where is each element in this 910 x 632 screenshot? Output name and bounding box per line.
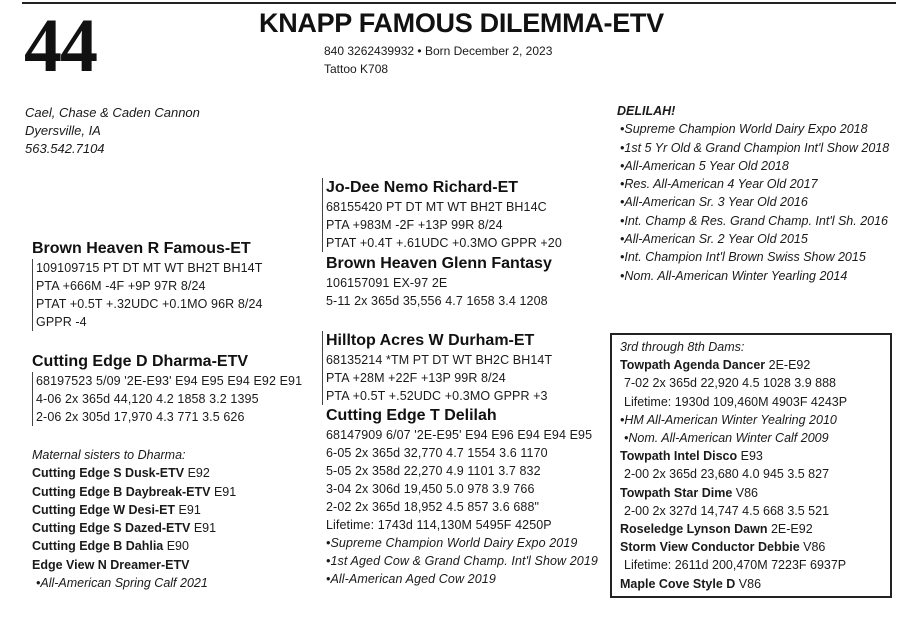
dam-dam-honor: •1st Aged Cow & Grand Champ. Int'l Show 2019 (326, 554, 598, 568)
owner-city: Dyersville, IA (25, 123, 101, 138)
dam-sire-line: 68135214 *TM PT DT WT BH2C BH14T (326, 353, 553, 367)
dam-dam-line: 5-05 2x 358d 22,270 4.9 1101 3.7 832 (326, 464, 541, 478)
dam5-name: Towpath Star Dime V86 (620, 485, 758, 500)
delilah-item: •All-American 5 Year Old 2018 (620, 158, 789, 173)
dam-dam-line: 68147909 6/07 '2E-E95' E94 E96 E94 E94 E95 (326, 428, 593, 442)
dam6-name: Roseledge Lynson Dawn 2E-E92 (620, 522, 813, 537)
dam4-record: 2-00 2x 365d 23,680 4.0 945 3.5 827 (624, 467, 830, 482)
sire-sire-line: PTAT +0.4T +.61UDC +0.3MO GPPR +20 (326, 236, 562, 250)
dam-sire-line: PTA +0.5T +.52UDC +0.3MO GPPR +3 (326, 389, 548, 403)
sire-line: PTAT +0.5T +.32UDC +0.1MO 96R 8/24 (36, 297, 263, 311)
dam-dam-line: 3-04 2x 306d 19,450 5.0 978 3.9 766 (326, 482, 535, 496)
dam3-honor: •HM All-American Winter Yealring 2010 (620, 412, 837, 427)
dam-dam-line: Lifetime: 1743d 114,130M 5495F 4250P (326, 518, 552, 532)
dam-dam-honor: •All-American Aged Cow 2019 (326, 572, 496, 586)
sister-item: Cutting Edge S Dazed-ETV E91 (32, 521, 217, 536)
delilah-item: •All-American Sr. 2 Year Old 2015 (620, 232, 808, 247)
lot-number: 44 (24, 4, 96, 88)
delilah-heading: DELILAH! (617, 104, 676, 118)
dam5-record: 2-00 2x 327d 14,747 4.5 668 3.5 521 (624, 503, 830, 518)
dam-dam-details (322, 426, 598, 588)
dam-dam-honor: •Supreme Champion World Dairy Expo 2019 (326, 536, 578, 550)
delilah-item: •All-American Sr. 3 Year Old 2016 (620, 195, 808, 210)
delilah-item: •Res. All-American 4 Year Old 2017 (620, 177, 818, 192)
delilah-honors (617, 102, 889, 285)
sister-item: Cutting Edge B Dahlia E90 (32, 539, 189, 554)
dam-line: 4-06 2x 365d 44,120 4.2 1858 3.2 1395 (36, 392, 259, 406)
sister-note: •All-American Spring Calf 2021 (36, 576, 208, 591)
delilah-item: •Supreme Champion World Dairy Expo 2018 (620, 122, 868, 137)
delilah-item: •Int. Champion Int'l Brown Swiss Show 2015 (620, 250, 866, 265)
dam-name: Cutting Edge D Dharma-ETV (32, 353, 249, 370)
dam-sire-line: PTA +28M +22F +13P 99R 8/24 (326, 371, 506, 385)
dams-box-heading: 3rd through 8th Dams: (620, 340, 745, 354)
delilah-item: •Nom. All-American Winter Yearling 2014 (620, 268, 848, 283)
dam-sire-name: Hilltop Acres W Durham-ET (322, 331, 552, 351)
sire-block (32, 239, 263, 331)
dam-sire-block (322, 331, 552, 405)
sire-dam-line: 106157091 EX-97 2E (326, 276, 448, 290)
delilah-item: •1st 5 Yr Old & Grand Champion Int'l Show 2018 (620, 140, 890, 155)
dam4-name: Towpath Intel Disco E93 (620, 449, 763, 464)
delilah-item: •Int. Champ & Res. Grand Champ. Int'l Sh. 2016 (620, 213, 889, 228)
sire-sire-details (322, 198, 562, 252)
animal-name: KNAPP FAMOUS DILEMMA-ETV (259, 8, 664, 38)
maternal-sisters (32, 446, 236, 592)
dam-dam-name: Cutting Edge T Delilah (326, 407, 497, 424)
sire-dam-details (322, 274, 552, 310)
dam3-name: Towpath Agenda Dancer 2E-E92 (620, 358, 811, 373)
sire-sire-name: Jo-Dee Nemo Richard-ET (322, 178, 562, 198)
dam-block (32, 352, 302, 426)
maternal-sisters-heading: Maternal sisters to Dharma: (32, 448, 186, 462)
animal-id-born: 840 3262439932 • Born December 2, 2023 (324, 44, 553, 58)
sister-item: Cutting Edge W Desi-ET E91 (32, 502, 201, 517)
sire-sire-line: 68155420 PT DT MT WT BH2T BH14C (326, 200, 547, 214)
dam-dam-line: 6-05 2x 365d 32,770 4.7 1554 3.6 1170 (326, 446, 548, 460)
sister-item: Cutting Edge S Dusk-ETV E92 (32, 466, 210, 481)
sire-details (32, 259, 263, 331)
dam7-lifetime: Lifetime: 2611d 200,470M 7223F 6937P (624, 558, 847, 573)
dam7-name: Storm View Conductor Debbie V86 (620, 540, 826, 555)
dam3-record: 7-02 2x 365d 22,920 4.5 1028 3.9 888 (624, 376, 836, 391)
dams-box (610, 333, 892, 598)
dam-dam-block (322, 406, 598, 588)
sire-dam-line: 5-11 2x 365d 35,556 4.7 1658 3.4 1208 (326, 294, 548, 308)
sire-line: PTA +666M -4F +9P 97R 8/24 (36, 279, 206, 293)
sire-line: GPPR -4 (36, 315, 87, 329)
dam8-name: Maple Cove Style D V86 (620, 576, 762, 591)
sire-line: 109109715 PT DT MT WT BH2T BH14T (36, 261, 263, 275)
owner-phone: 563.542.7104 (25, 141, 105, 156)
dam-sire-details (322, 351, 552, 405)
sire-dam-name: Brown Heaven Glenn Fantasy (326, 255, 552, 272)
dam-dam-line: 2-02 2x 365d 18,952 4.5 857 3.6 688" (326, 500, 540, 514)
dam3-lifetime: Lifetime: 1930d 109,460M 4903F 4243P (624, 394, 848, 409)
animal-tattoo: Tattoo K708 (324, 62, 389, 76)
sire-sire-line: PTA +983M -2F +13P 99R 8/24 (326, 218, 503, 232)
top-rule (22, 2, 896, 4)
owner-block (25, 104, 200, 158)
dam3-honor: •Nom. All-American Winter Calf 2009 (624, 431, 829, 446)
dam-details (32, 372, 302, 426)
owner-names: Cael, Chase & Caden Cannon (25, 105, 200, 120)
dam-line: 2-06 2x 305d 17,970 4.3 771 3.5 626 (36, 410, 245, 424)
sire-sire-block (322, 178, 562, 252)
sire-name: Brown Heaven R Famous-ET (32, 240, 251, 257)
sister-item: Cutting Edge B Daybreak-ETV E91 (32, 484, 237, 499)
dam-line: 68197523 5/09 '2E-E93' E94 E95 E94 E92 E91 (36, 374, 303, 388)
sire-dam-block (322, 254, 552, 310)
sister-item: Edge View N Dreamer-ETV (32, 557, 190, 572)
